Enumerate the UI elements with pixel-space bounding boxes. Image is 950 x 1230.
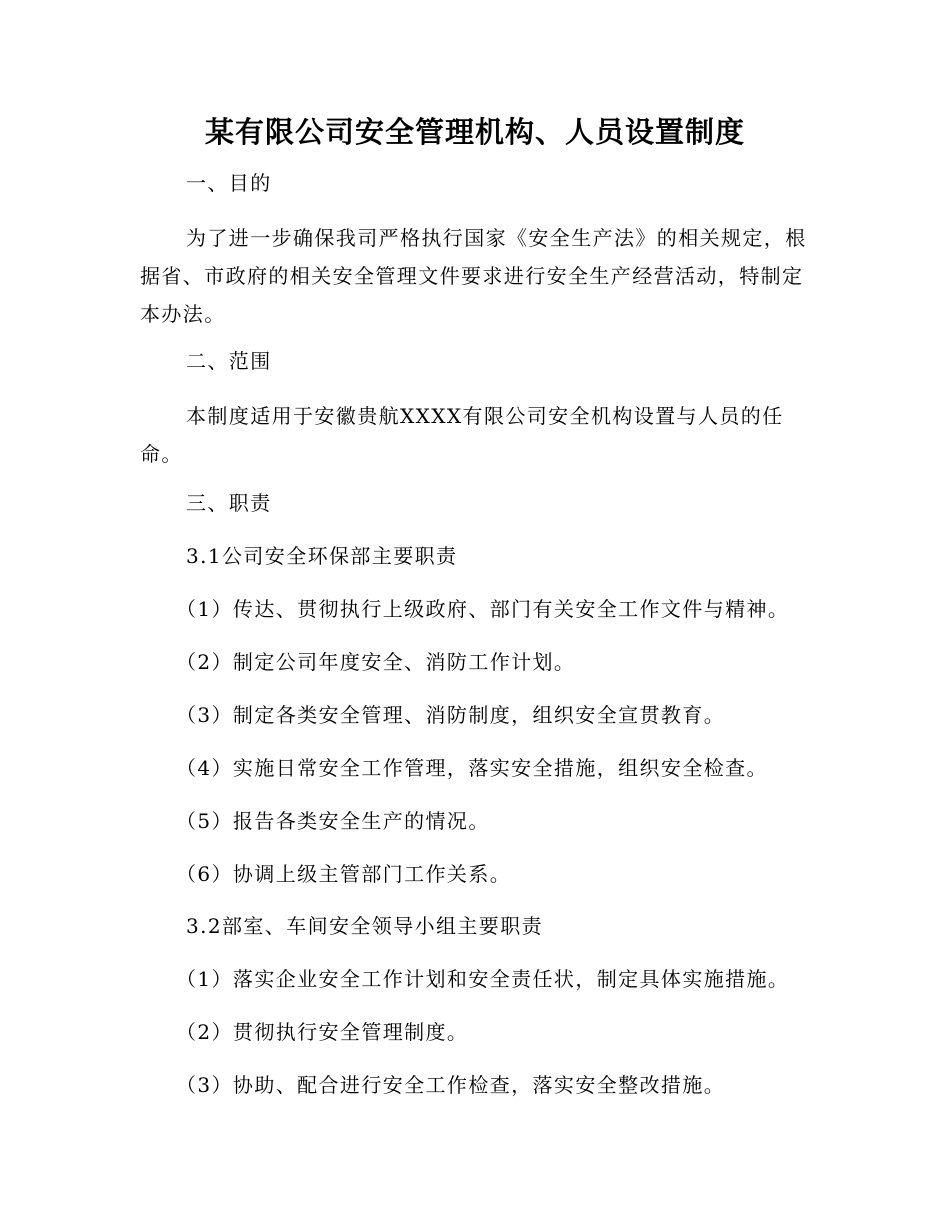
- duty-item: （3）协助、配合进行安全工作检查，落实安全整改措施。: [176, 1073, 726, 1097]
- scope-paragraph: 本制度适用于安徽贵航XXXX有限公司安全机构设置与人员的任命。: [140, 404, 784, 466]
- duty-item: （6）协调上级主管部门工作关系。: [176, 862, 512, 886]
- section-heading-duties: 三、职责: [186, 491, 272, 515]
- subsection-heading-3-2: 3.2部室、车间安全领导小组主要职责: [186, 914, 544, 938]
- duty-item: （4）实施日常安全工作管理，落实安全措施，组织安全检查。: [176, 756, 768, 780]
- duty-item: （1）传达、贯彻执行上级政府、部门有关安全工作文件与精神。: [176, 597, 790, 621]
- duty-item: （1）落实企业安全工作计划和安全责任状，制定具体实施措施。: [176, 967, 790, 991]
- duty-item: （2）贯彻执行安全管理制度。: [176, 1020, 469, 1044]
- duty-item: （2）制定公司年度安全、消防工作计划。: [176, 650, 576, 674]
- section-heading-purpose: 一、目的: [186, 171, 272, 195]
- duty-item: （3）制定各类安全管理、消防制度，组织安全宣贯教育。: [176, 703, 726, 727]
- section-heading-scope: 二、范围: [186, 349, 272, 373]
- subsection-heading-3-1: 3.1公司安全环保部主要职责: [186, 544, 458, 568]
- duty-item: （5）报告各类安全生产的情况。: [176, 809, 490, 833]
- document-title: 某有限公司安全管理机构、人员设置制度: [204, 115, 745, 149]
- purpose-paragraph: 为了进一步确保我司严格执行国家《安全生产法》的相关规定，根据省、市政府的相关安全管理文件要求进行安全生产经营活动，特制定本办法。: [140, 226, 807, 326]
